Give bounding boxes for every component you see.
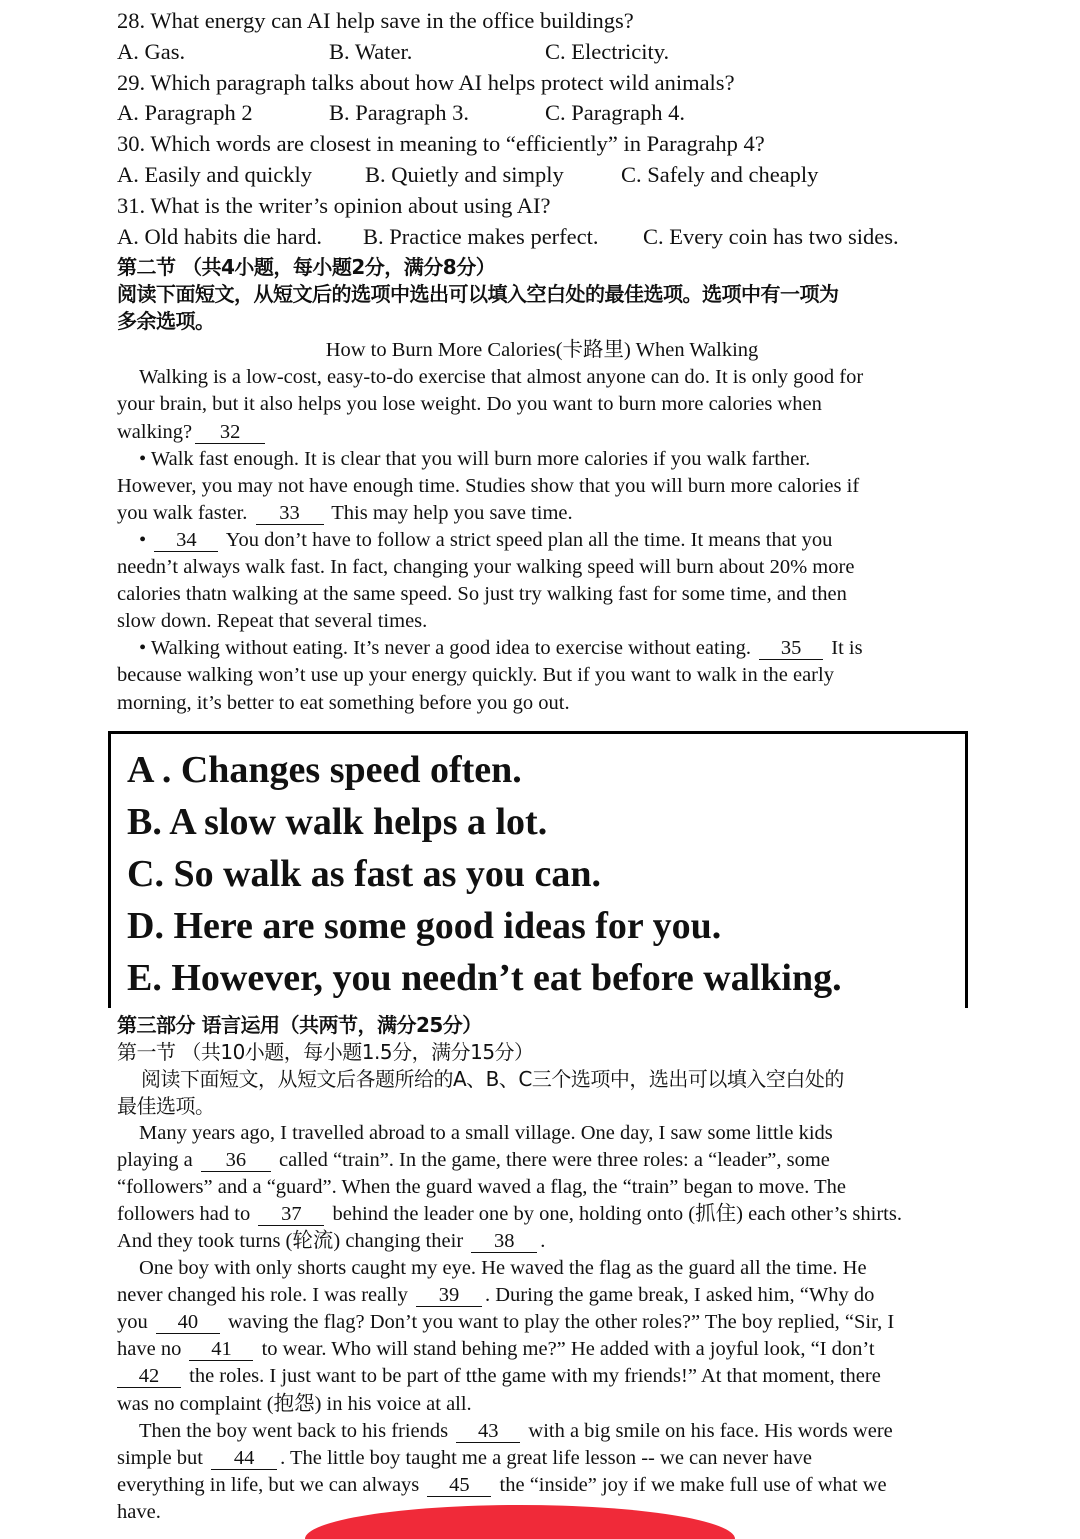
blank-32[interactable]: 32 (195, 421, 265, 444)
passage-line: your brain, but it also helps you lose weight. Do you want to burn more calories when (117, 393, 822, 416)
blank-35[interactable]: 35 (759, 637, 823, 660)
option-b: B. Practice makes perfect. (363, 223, 599, 249)
passage-title: How to Burn More Calories(卡路里) When Walking (325, 339, 759, 362)
option-c: C. Every coin has two sides. (643, 223, 899, 249)
passage-text: waving the flag? Don’t you want to play the other roles?” The boy replied, “Sir, I (228, 1311, 895, 1334)
section-heading: 第一节 （共10小题，每小题1.5分，满分15分） (117, 1039, 534, 1064)
section-instruction: 最佳选项。 (117, 1093, 215, 1118)
passage-text: with a big smile on his face. His words were (528, 1419, 893, 1442)
passage-line (117, 500, 967, 527)
passage-text: . During the game break, I asked him, “Why do (485, 1284, 875, 1307)
passage-line: needn’t always walk fast. In fact, changing your walking speed will burn about 20% more (117, 556, 855, 579)
passage-text: to wear. Who will stand behing me?” He added with a joyful look, “I don’t (261, 1338, 875, 1361)
passage-line (117, 635, 967, 662)
blank-36[interactable]: 36 (201, 1149, 271, 1172)
passage-text: It is (831, 637, 863, 660)
bullet: • (139, 528, 147, 551)
passage-text: You don’t have to follow a strict speed plan all the time. It means that you (225, 528, 833, 551)
question-29 (117, 68, 967, 130)
box-option-c: C. So walk as fast as you can. (127, 852, 602, 895)
blank-42[interactable]: 42 (117, 1365, 181, 1388)
passage-line: Many years ago, I travelled abroad to a small village. One day, I saw some little kids (139, 1121, 833, 1144)
passage-line: slow down. Repeat that several times. (117, 610, 428, 633)
blank-37[interactable]: 37 (258, 1203, 324, 1226)
question-30 (117, 129, 967, 191)
passage-line: was no complaint (抱怨) in his voice at all. (117, 1392, 472, 1415)
options-box (108, 731, 968, 1008)
passage-line (117, 1228, 967, 1255)
passage-text: And they took turns (轮流) changing their (117, 1229, 464, 1252)
passage-text: behind the leader one by one, holding onto (抓住) each other’s shirts. (332, 1202, 902, 1225)
passage-line (117, 527, 967, 554)
passage-text: . (540, 1229, 546, 1252)
box-option-d: D. Here are some good ideas for you. (127, 904, 722, 947)
blank-39[interactable]: 39 (416, 1284, 482, 1307)
passage-text: walking? (117, 420, 193, 443)
box-option-e: E. However, you needn’t eat before walking. (127, 956, 842, 999)
passage-line: One boy with only shorts caught my eye. He waved the flag as the guard all the time. He (139, 1257, 867, 1280)
passage-text: everything in life, but we can always (117, 1473, 420, 1496)
option-b: B. Water. (329, 38, 413, 64)
passage-line: have. (117, 1500, 161, 1523)
blank-41[interactable]: 41 (189, 1338, 253, 1361)
exam-page (117, 6, 967, 1526)
part-heading: 第三部分 语言运用（共两节，满分25分） (117, 1012, 482, 1037)
blank-33[interactable]: 33 (256, 502, 324, 525)
passage-line (117, 1472, 967, 1499)
passage-line (117, 1418, 967, 1445)
question-stem: 28. What energy can AI help save in the office buildings? (117, 8, 634, 33)
option-a: A. Easily and quickly (117, 161, 312, 187)
option-a: A. Paragraph 2 (117, 100, 253, 126)
question-options (117, 222, 967, 253)
blank-34[interactable]: 34 (154, 529, 218, 552)
section-instruction: 多余选项。 (117, 309, 215, 334)
blank-43[interactable]: 43 (456, 1420, 520, 1443)
blank-40[interactable]: 40 (156, 1311, 220, 1334)
question-options (117, 37, 967, 68)
question-stem: 30. Which words are closest in meaning to “efficiently” in Paragrahp 4? (117, 131, 765, 157)
passage-text: called “train”. In the game, there were three roles: a “leader”, some (278, 1148, 830, 1171)
passage-line (117, 1309, 967, 1336)
option-a: A. Gas. (117, 38, 186, 64)
question-options (117, 160, 967, 191)
section-instruction: 阅读下面短文，从短文后各题所给的A、B、C三个选项中，选出可以填入空白处的 (141, 1066, 844, 1091)
passage-text: you walk faster. (117, 501, 248, 524)
passage-text: never changed his role. I was really (117, 1284, 408, 1307)
section-heading: 第二节 （共4小题，每小题2分，满分8分） (117, 255, 496, 280)
blank-44[interactable]: 44 (211, 1447, 277, 1470)
option-c: C. Electricity. (545, 38, 670, 64)
passage-text: the roles. I just want to be part of tthe game with my friends!” At that moment, there (189, 1365, 881, 1388)
question-options (117, 98, 967, 129)
passage-line (117, 1363, 967, 1390)
option-b: B. Paragraph 3. (329, 100, 469, 126)
passage-line: Walking is a low-cost, easy-to-do exercise that almost anyone can do. It is only good for (139, 366, 864, 389)
passage-line (117, 419, 967, 446)
passage-line (117, 1336, 967, 1363)
passage-line (117, 1282, 967, 1309)
blank-38[interactable]: 38 (471, 1230, 537, 1253)
passage-text: . The little boy taught me a great life lesson -- we can never have (280, 1446, 812, 1469)
passage-line: because walking won’t use up your energy quickly. But if you want to walk in the early (117, 664, 834, 687)
passage-text: followers had to (117, 1202, 251, 1225)
passage-text: simple but (117, 1446, 203, 1469)
question-31 (117, 191, 967, 253)
option-c: C. Safely and cheaply (621, 161, 819, 187)
option-c: C. Paragraph 4. (545, 100, 685, 126)
option-a: A. Old habits die hard. (117, 223, 322, 249)
passage-line (117, 1445, 967, 1472)
passage-text: Then the boy went back to his friends (139, 1419, 449, 1442)
passage-text: playing a (117, 1148, 193, 1171)
question-stem: 31. What is the writer’s opinion about using AI? (117, 192, 551, 218)
box-option-b: B. A slow walk helps a lot. (127, 800, 548, 843)
passage-line: calories thatn walking at the same speed. So just try walking fast for some time, and then (117, 583, 847, 606)
passage-line: • Walk fast enough. It is clear that you will burn more calories if you walk farther. (139, 447, 811, 470)
passage-line (117, 1201, 967, 1228)
question-28 (117, 6, 967, 68)
section-instruction: 阅读下面短文，从短文后的选项中选出可以填入空白处的最佳选项。选项中有一项为 (117, 282, 839, 307)
passage-text: This may help you save time. (331, 501, 573, 524)
passage-text: have no (117, 1338, 182, 1361)
box-option-a: A . Changes speed often. (127, 748, 522, 791)
question-stem: 29. Which paragraph talks about how AI helps protect wild animals? (117, 69, 735, 95)
passage-text: • Walking without eating. It’s never a good idea to exercise without eating. (139, 637, 752, 660)
passage-line: morning, it’s better to eat something before you go out. (117, 691, 570, 714)
option-b: B. Quietly and simply (365, 161, 564, 187)
blank-45[interactable]: 45 (427, 1474, 491, 1497)
passage-line (117, 1147, 967, 1174)
passage-text: the “inside” joy if we make full use of what we (499, 1473, 887, 1496)
passage-text: you (117, 1311, 148, 1334)
passage-line: “followers” and a “guard”. When the guard waved a flag, the “train” began to move. The (117, 1175, 846, 1198)
passage-line: However, you may not have enough time. Studies show that you will burn more calories if (117, 474, 860, 497)
